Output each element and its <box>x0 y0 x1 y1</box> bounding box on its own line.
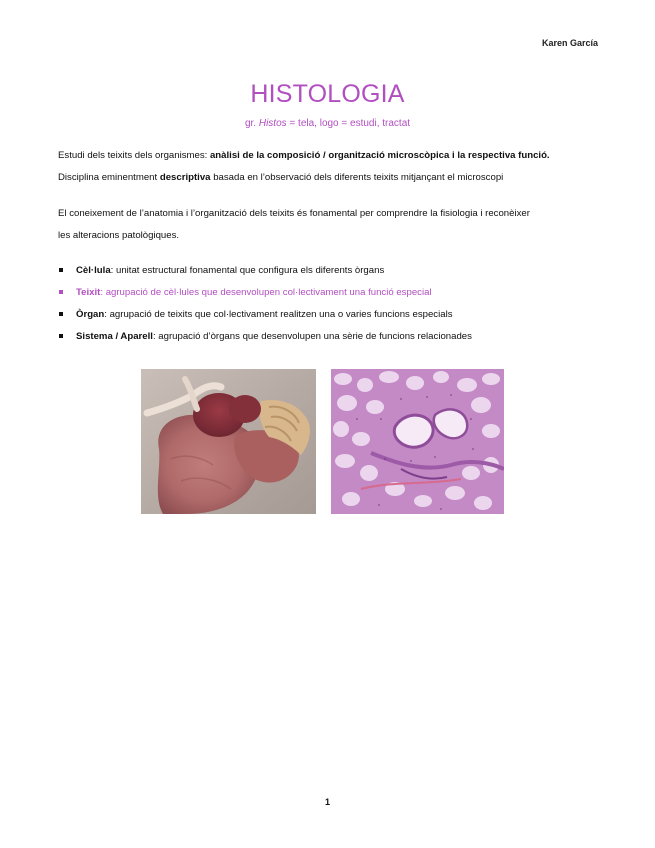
list-item-definition: : agrupació d’òrgans que desenvolupen una sèrie de funcions relacionades <box>152 331 472 342</box>
list-item-term: Teixit <box>76 287 101 298</box>
list-item-system <box>58 331 472 353</box>
histology-micrograph <box>331 369 504 514</box>
subtitle-prefix: gr. <box>244 118 259 129</box>
paragraph-bold: descriptiva <box>159 172 211 183</box>
list-item-definition: : unitat estructural fonamental que configura els diferents òrgans <box>110 265 385 276</box>
organ-photo <box>141 369 316 514</box>
organization-levels-list <box>58 265 472 353</box>
paragraph-text-after: basada en l’observació dels diferents teixits mitjançant el microscopi <box>210 172 504 183</box>
list-item-definition: : agrupació de cèl·lules que desenvolupen col·lectivament una funció especial <box>100 287 432 298</box>
list-item-cell <box>58 265 472 287</box>
paragraph-text: Disciplina eminentment <box>58 172 160 183</box>
page-title: HISTOLOGIA <box>250 80 405 108</box>
organ-photo-image <box>141 369 316 514</box>
bullet-icon <box>59 290 63 294</box>
subtitle-term: Histos <box>258 118 287 129</box>
page-number: 1 <box>324 797 330 807</box>
paragraph-text: Estudi dels teixits dels organismes: <box>58 150 210 161</box>
list-item-term: Òrgan <box>76 309 105 320</box>
histology-micrograph-image <box>331 369 504 514</box>
list-item-definition: : agrupació de teixits que col·lectivament realitzen una o varies funcions especials <box>104 309 453 320</box>
paragraph-definition <box>58 150 603 161</box>
bullet-icon <box>59 312 63 316</box>
subtitle-rest: = tela, logo = estudi, tractat <box>286 118 411 129</box>
list-item-term: Sistema / Aparell <box>76 331 153 342</box>
etymology-subtitle <box>0 118 655 129</box>
list-item-organ <box>58 309 472 331</box>
list-item-tissue <box>58 287 472 309</box>
list-item-term: Cèl·lula <box>76 265 111 276</box>
bullet-icon <box>59 268 63 272</box>
author-name: Karen García <box>541 38 598 48</box>
paragraph-knowledge-line1: El coneixement de l’anatomia i l’organització dels teixits és fonamental per comprendre la fisiologia i reconèixer <box>58 208 530 219</box>
paragraph-knowledge-line2: les alteracions patològiques. <box>58 230 180 241</box>
paragraph-descriptive <box>58 172 603 183</box>
bullet-icon <box>59 334 63 338</box>
paragraph-bold: anàlisi de la composició / organització microscòpica i la respectiva funció. <box>209 150 550 161</box>
